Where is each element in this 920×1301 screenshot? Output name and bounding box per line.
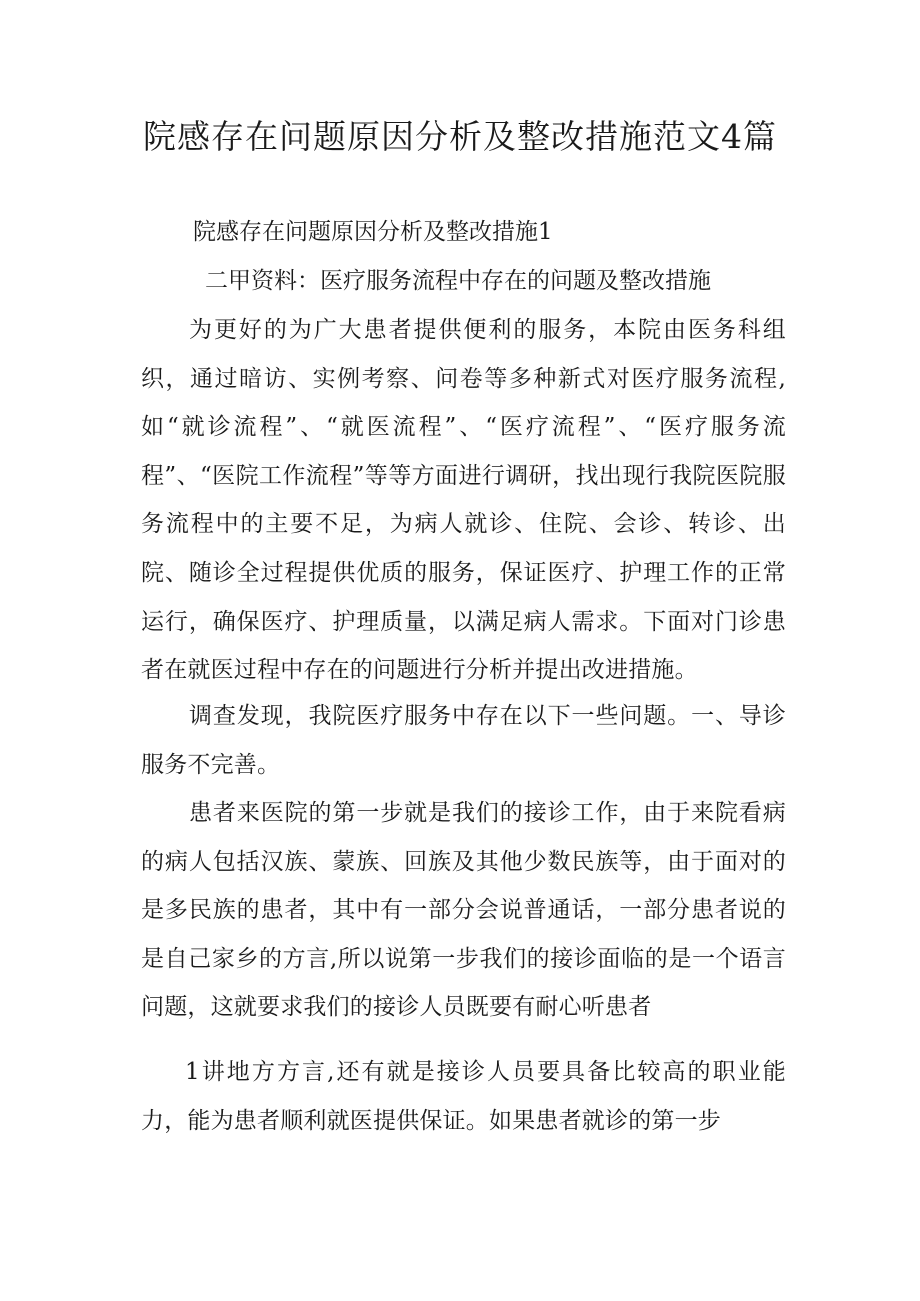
section-heading: 院感存在问题原因分析及整改措施1	[193, 219, 553, 245]
paragraph-intro: 为更好的为广大患者提供便利的服务，本院由医务科组织，通过暗访、实例考察、问卷等多种新式对医疗服务流程,如“就诊流程”、“就医流程”、“医疗流程”、“医疗服务流程”、“医院工作流程”等等方面进行调研，找出现行我院医院服务流程中的主要不足，为病人就诊、住院、会诊、转诊、出院、随诊全过程提供优质的服务，保证医疗、护理工作的正常运行，确保医疗、护理质量，以满足病人需求。下面对门诊患者在就医过程中存在的问题进行分析并提出改进措施。	[141, 317, 786, 684]
paragraph-findings: 调查发现，我院医疗服务中存在以下一些问题。一、导诊服务不完善。	[141, 703, 786, 778]
paragraph-reception: 患者来医院的第一步就是我们的接诊工作，由于来院看病的病人包括汉族、蒙族、回族及其他少数民族等，由于面对的是多民族的患者，其中有一部分会说普通话，一部分患者说的是自己家乡的方言,所以说第一步我们的接诊面临的是一个语言问题，这就要求我们的接诊人员既要有耐心听患者	[141, 800, 786, 1021]
document-title: 院感存在问题原因分析及整改措施范文4篇	[143, 117, 777, 156]
sub-heading: 二甲资料：医疗服务流程中存在的问题及整改措施	[205, 268, 711, 294]
paragraph-dialect: 1讲地方方言,还有就是接诊人员要具备比较高的职业能力，能为患者顺利就医提供保证。如果患者就诊的第一步	[141, 1059, 786, 1134]
